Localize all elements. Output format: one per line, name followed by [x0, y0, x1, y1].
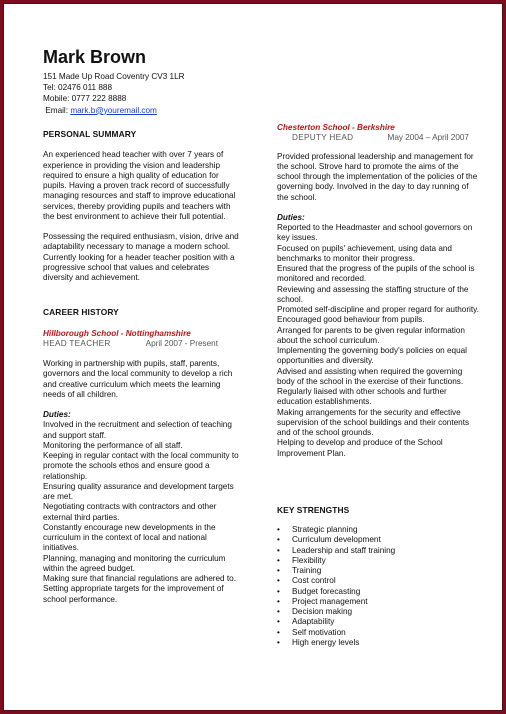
email-row [43, 105, 185, 116]
list-item: • Decision making [277, 607, 482, 617]
list-item: Promoted self-discipline and proper regard for authority. [277, 305, 479, 314]
right-column [277, 123, 482, 648]
list-item: • Project management [277, 597, 482, 607]
list-item: • Self motivation [277, 628, 482, 638]
job1-summary: Working in partnership with pupils, staff, parents, governors and the local community to develop a rich and creative curriculum which meets the learning needs of all children. [43, 359, 233, 399]
job2-school: Chesterton School - Berkshire [277, 123, 395, 132]
list-item: Making sure that financial regulations are adhered to. [43, 574, 236, 583]
job1-role-row [43, 339, 218, 349]
key-strengths-heading: KEY STRENGTHS [277, 504, 350, 515]
contact-details [43, 71, 185, 116]
list-item: • Training [277, 566, 482, 576]
summary-paragraph-2: Possessing the required enthusiasm, vision, drive and adaptability necessary to manage a modern school. Currently looking for a header teacher position with a progressive school that values and celebrates diversity and achievement. [43, 232, 239, 282]
left-column [43, 129, 241, 605]
list-item: Advised and assisting when required the governing body of the school in the exercise of their functions. [277, 366, 464, 386]
list-item: Implementing the governing body's policies on equal opportunities and diversity. [277, 346, 467, 366]
list-item: Ensured that the progress of the pupils of the school is monitored and recorded. [277, 264, 475, 284]
list-item: Helping to develop and produce of the School Improvement Plan. [277, 438, 443, 458]
list-item: Constantly encourage new developments in the curriculum in the context of local and national initiatives. [43, 522, 216, 553]
list-item: Arranged for parents to be given regular information about the school curriculum. [277, 325, 465, 345]
list-item: • Curriculum development [277, 535, 482, 545]
list-item: Making arrangements for the security and effective supervision of the school buildings and their contents and of the school grounds. [277, 407, 470, 437]
job1-school: Hillborough School - Nottinghamshire [43, 328, 191, 338]
job2-dates: May 2004 – April 2007 [387, 133, 469, 143]
job2-duties-label: Duties: [277, 212, 305, 222]
key-strengths-list [277, 525, 482, 648]
list-item: Encouraged good behaviour from pupils. [277, 315, 425, 325]
job2-duties-list [277, 223, 482, 459]
list-item: Keeping in regular contact with the local community to promote the schools ethos and ensure good a relationship. [43, 451, 239, 481]
job1-dates: April 2007 - Present [145, 338, 218, 348]
list-item: Ensuring quality assurance and development targets are met. [43, 481, 234, 501]
job2-summary: Provided professional leadership and management for the school. Strove hard to promote the aims of the school through the implementation of the policies of the governing body. Involved in the day to day running of the school. [277, 151, 478, 202]
list-item: Planning, managing and monitoring the curriculum within the agreed budget. [43, 553, 226, 573]
job1-duties-label: Duties: [43, 410, 71, 419]
mobile: Mobile: 0777 222 8888 [43, 94, 127, 104]
cv-page [3, 3, 503, 711]
list-item: Negotiating contracts with contractors and other external third parties. [43, 502, 217, 522]
list-item: Reported to the Headmaster and school governors on key issues. [277, 223, 473, 243]
job1-title: HEAD TEACHER [43, 338, 111, 348]
list-item: • Leadership and staff training [277, 546, 482, 556]
personal-summary-heading: PERSONAL SUMMARY [43, 129, 137, 139]
list-item: Setting appropriate targets for the improvement of school performance. [43, 584, 224, 604]
career-history-heading: CAREER HISTORY [43, 307, 119, 318]
summary-paragraph-1: An experienced head teacher with over 7 years of experience in providing the vision and leadership required to ensure a high quality of education for pupils. Having a proven track record of successfully managing resources and staff to improve educational services, thereby providing pupils and teachers with the best environment to achieve their full potential. [43, 150, 236, 221]
list-item: Involved in the recruitment and selection of teaching and support staff. [43, 420, 232, 440]
email-link[interactable]: mark.b@youremail.com [70, 105, 157, 115]
telephone: Tel: 02476 011 888 [43, 83, 113, 93]
job2-role-row [277, 133, 469, 143]
list-item: Monitoring the performance of all staff. [43, 440, 183, 450]
job1-duties-list [43, 420, 241, 605]
list-item: • Strategic planning [277, 525, 482, 535]
list-item: • Adaptability [277, 617, 482, 627]
list-item: • High energy levels [277, 638, 482, 648]
list-item: • Flexibility [277, 556, 482, 566]
candidate-name: Mark Brown [43, 47, 147, 67]
list-item: Focused on pupils' achievement, using data and benchmarks to monitor their progress. [277, 243, 452, 263]
list-item: Regularly liaised with other schools and further education establishments. [277, 387, 447, 407]
list-item: • Budget forecasting [277, 587, 482, 597]
job2-title: DEPUTY HEAD [292, 133, 354, 143]
list-item: • Cost control [277, 576, 482, 586]
list-item: Reviewing and assessing the staffing structure of the school. [277, 284, 469, 304]
address: 151 Made Up Road Coventry CV3 1LR [43, 72, 185, 81]
email-label: Email: [45, 105, 71, 115]
